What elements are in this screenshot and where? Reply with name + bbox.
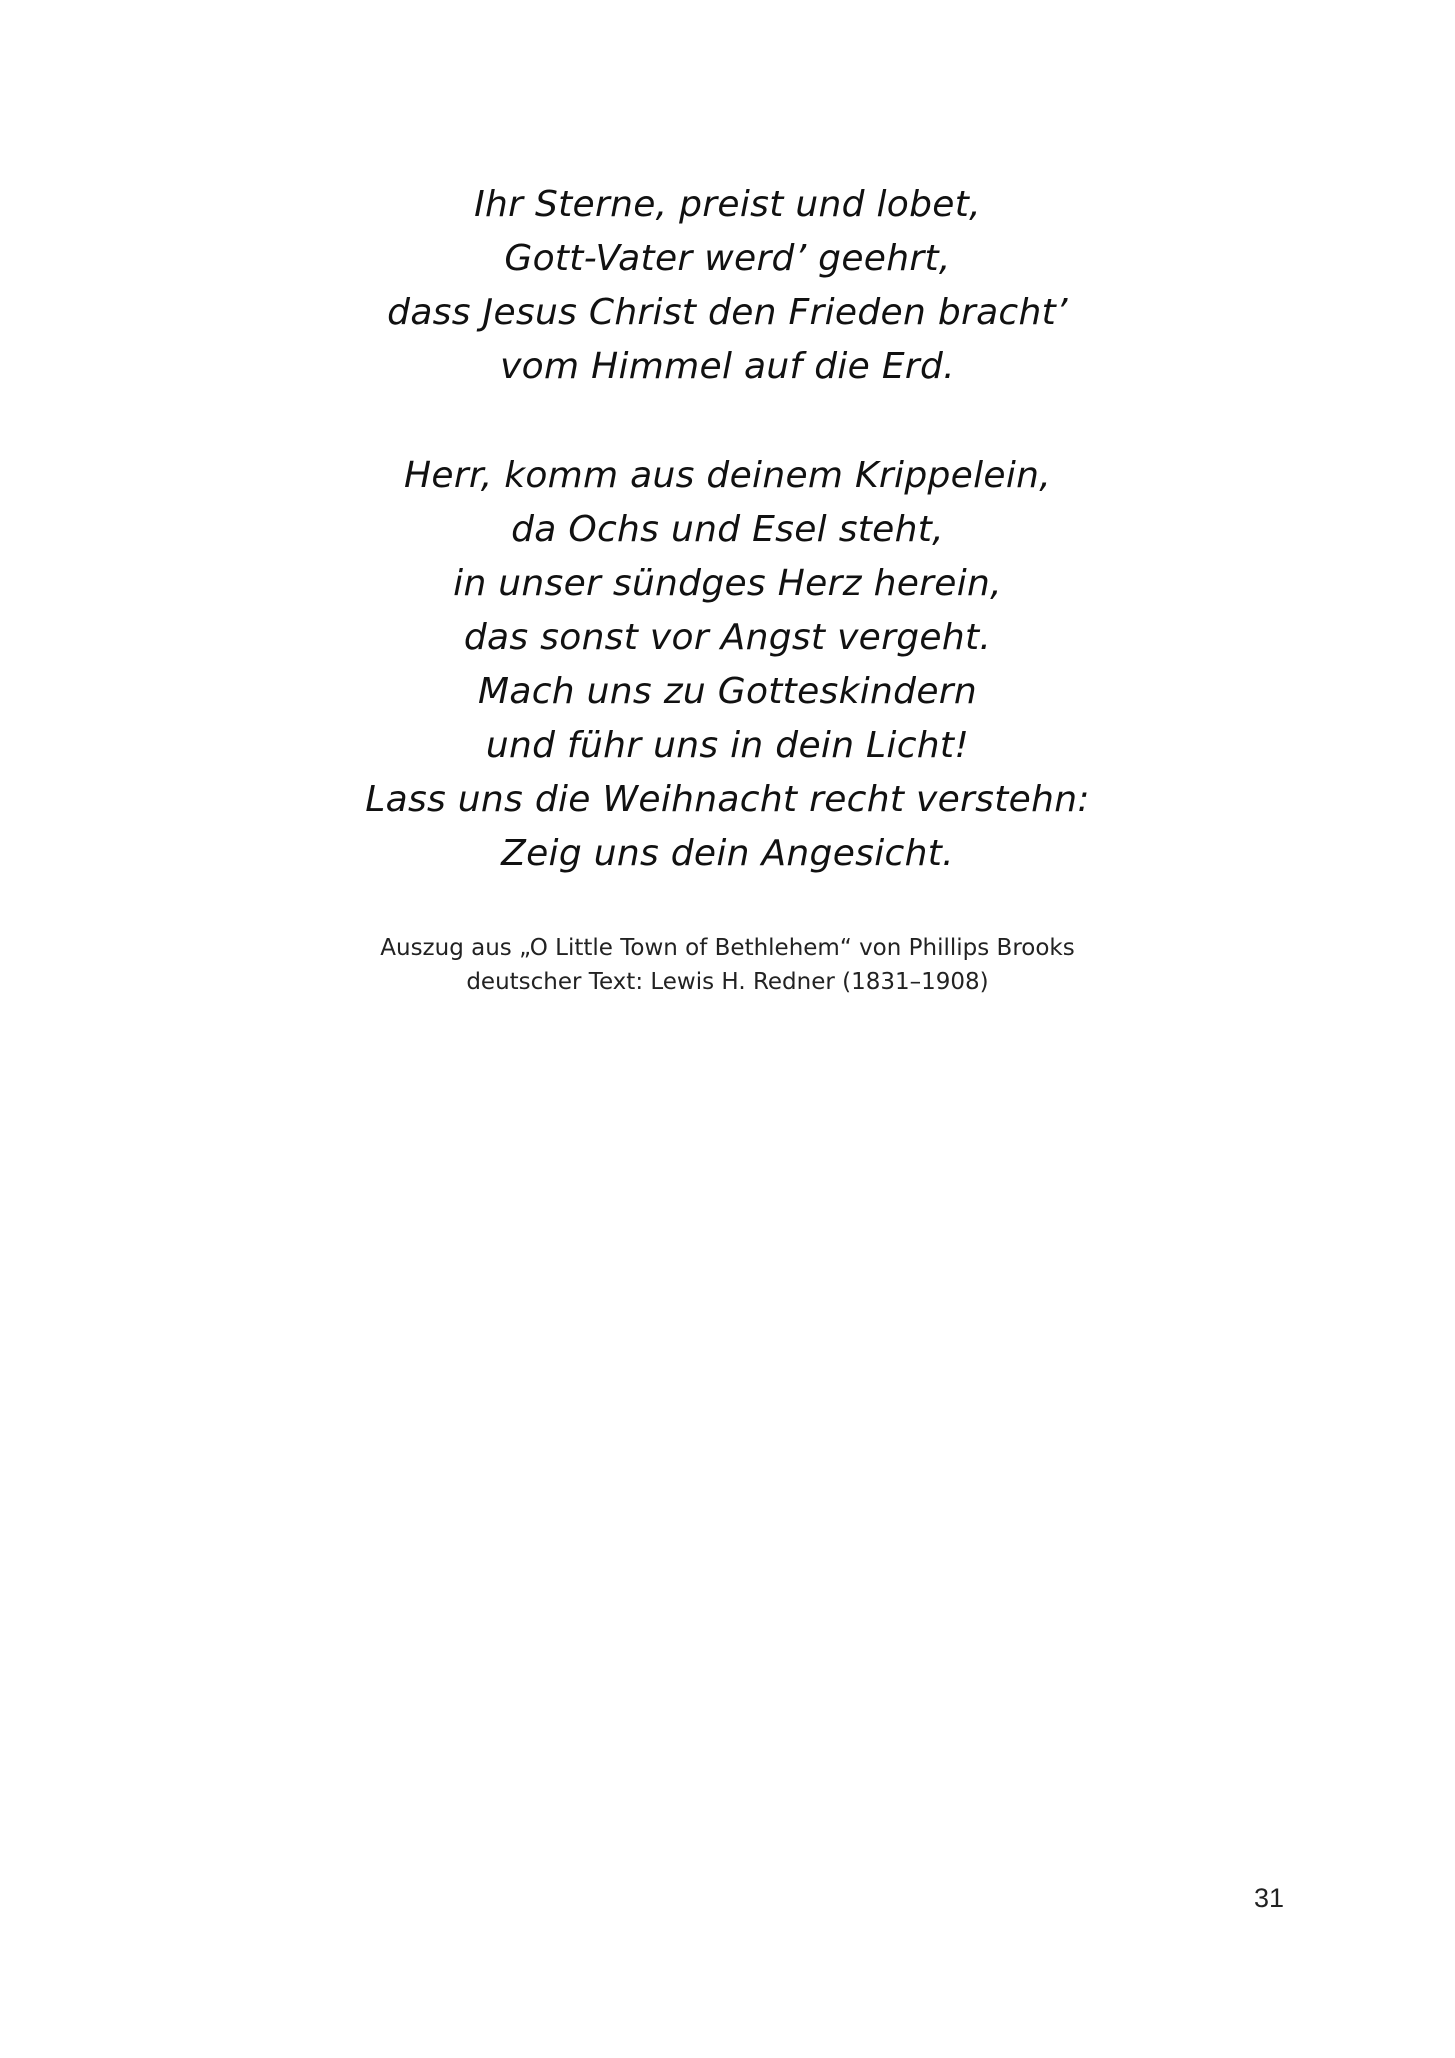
poem-line: Lass uns die Weihnacht recht verstehn: (365, 779, 1090, 820)
poem-line: Ihr Sterne, preist und lobet, (474, 184, 981, 225)
poem-line: Gott-Vater werd’ geehrt, (504, 238, 951, 279)
poem-line: Zeig uns dein Angesicht. (501, 833, 954, 874)
poem-line: Herr, komm aus deinem Krippelein, (404, 455, 1051, 496)
poem-line: vom Himmel auf die Erd. (500, 346, 955, 387)
page-number: 31 (1253, 1883, 1284, 1913)
source-credit: Auszug aus „O Little Town of Bethlehem“ von Phillips Brooks (380, 935, 1075, 961)
poem-line: dass Jesus Christ den Frieden bracht’ (387, 292, 1068, 333)
poem-stanza-2 (0, 449, 1455, 881)
poem-stanza-1 (0, 178, 1455, 394)
poem-line: Mach uns zu Gotteskindern (477, 671, 977, 712)
song-credits (0, 931, 1455, 999)
poem-line: in unser sündges Herz herein, (453, 563, 1002, 604)
poem-line: und führ uns in dein Licht! (485, 725, 970, 766)
translation-credit: deutscher Text: Lewis H. Redner (1831–1908) (466, 969, 989, 995)
poem-line: da Ochs und Esel steht, (511, 509, 944, 550)
poem-line: das sonst vor Angst vergeht. (463, 617, 992, 658)
